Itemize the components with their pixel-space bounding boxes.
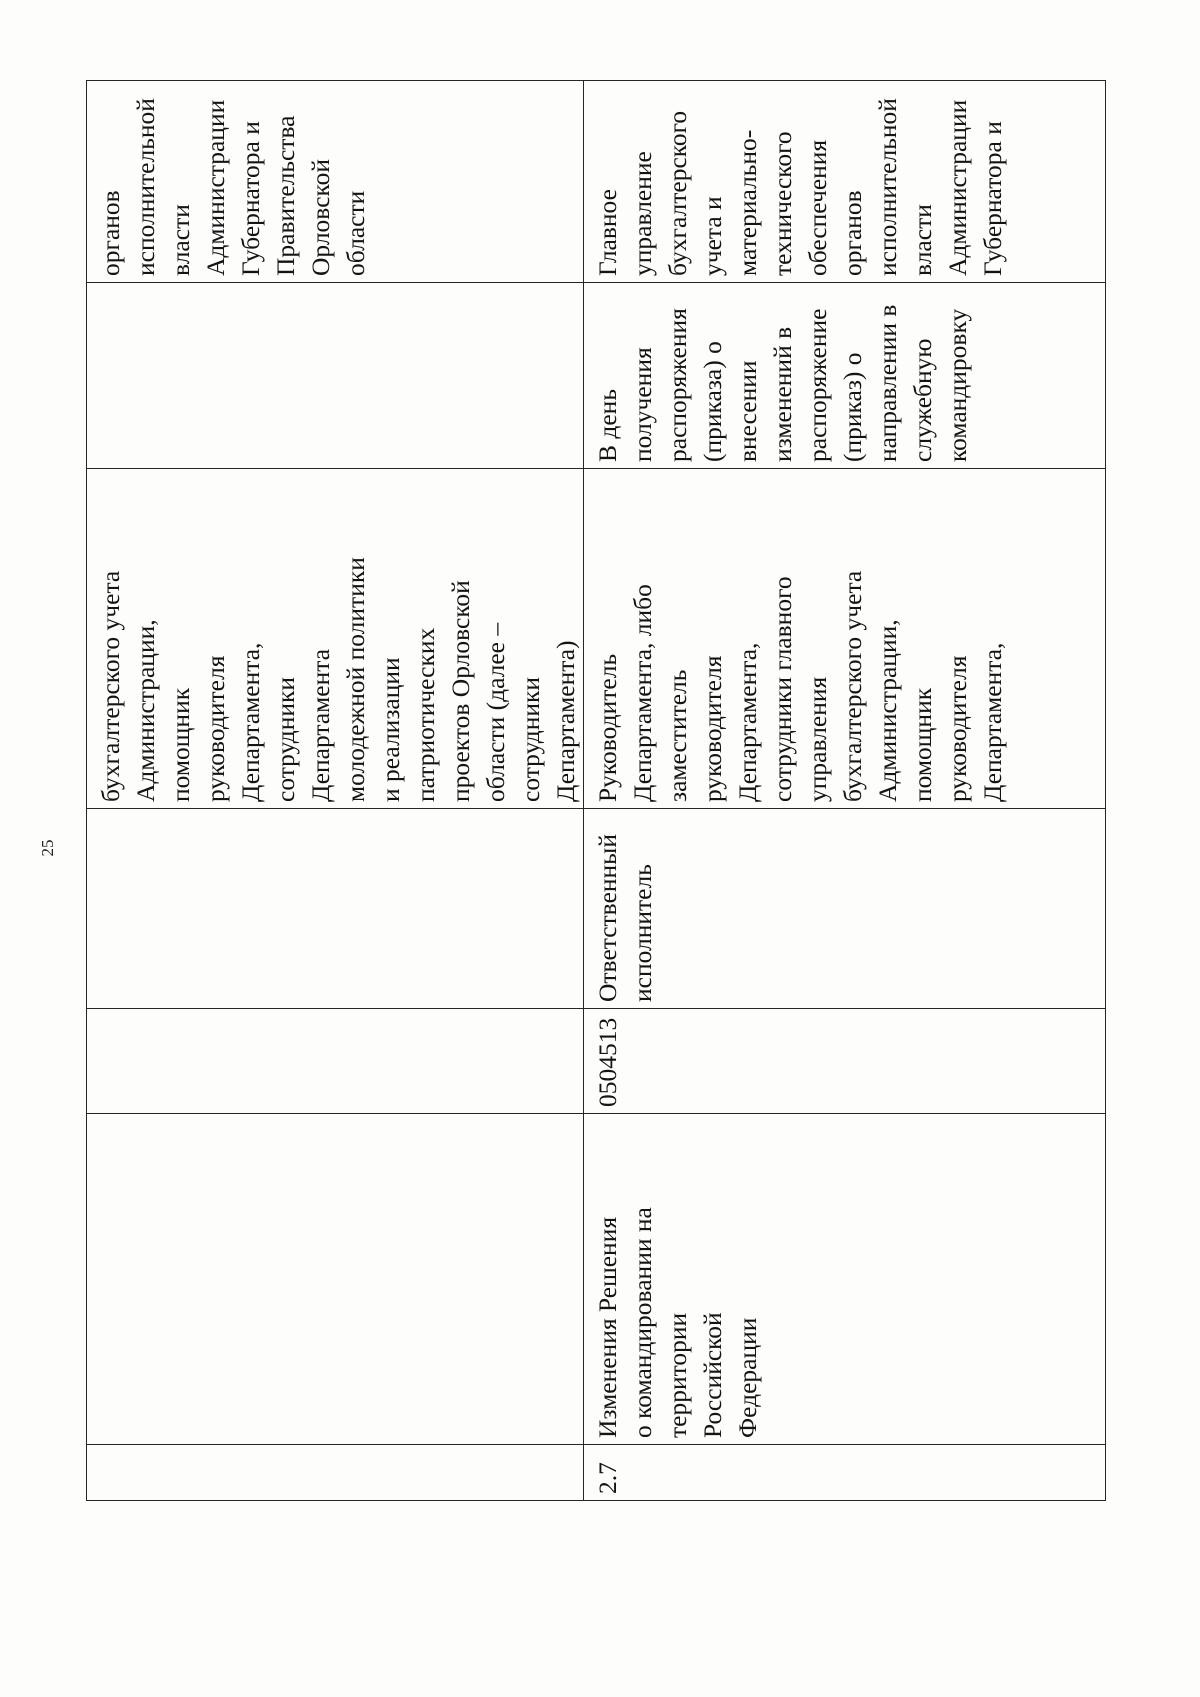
cell-form-code: 0504513 <box>584 1009 1106 1114</box>
cell-recipient: органов исполнительной власти Администрации Губернатора и Правительства Орловской области <box>87 81 584 283</box>
cell-participants: бухгалтерского учета Администрации, помощник руководителя Департамента, сотрудники Департамента молодежной политики и реализации патриотических проектов Орловской области (далее – сотрудники Департамента) <box>87 469 584 809</box>
cell-participants: Руководитель Департамента, либо заместитель руководителя Департамента, сотрудники главного управления бухгалтерского учета Администрации, помощник руководителя Департамента, <box>584 469 1106 809</box>
cell-form-code <box>87 1009 584 1114</box>
cell-role: Ответственный исполнитель <box>584 809 1106 1009</box>
cell-recipient: Главное управление бухгалтерского учета и материально- технического обеспечения органов исполнительной власти Администрации Губернатора и <box>584 81 1106 283</box>
table-row-continuation <box>87 81 584 1501</box>
cell-number <box>87 1445 584 1501</box>
cell-document: Изменения Решения о командировании на территории Российской Федерации <box>584 1114 1106 1445</box>
document-table <box>86 80 1106 1501</box>
page-number: 25 <box>38 839 57 857</box>
cell-number: 2.7 <box>584 1445 1106 1501</box>
cell-deadline <box>87 283 584 469</box>
cell-deadline: В день получения распоряжения (приказа) о внесении изменений в распоряжение (приказ) о направлении в служебную командировку <box>584 283 1106 469</box>
table-row-2-7 <box>584 81 1106 1501</box>
cell-role <box>87 809 584 1009</box>
cell-document <box>87 1114 584 1445</box>
